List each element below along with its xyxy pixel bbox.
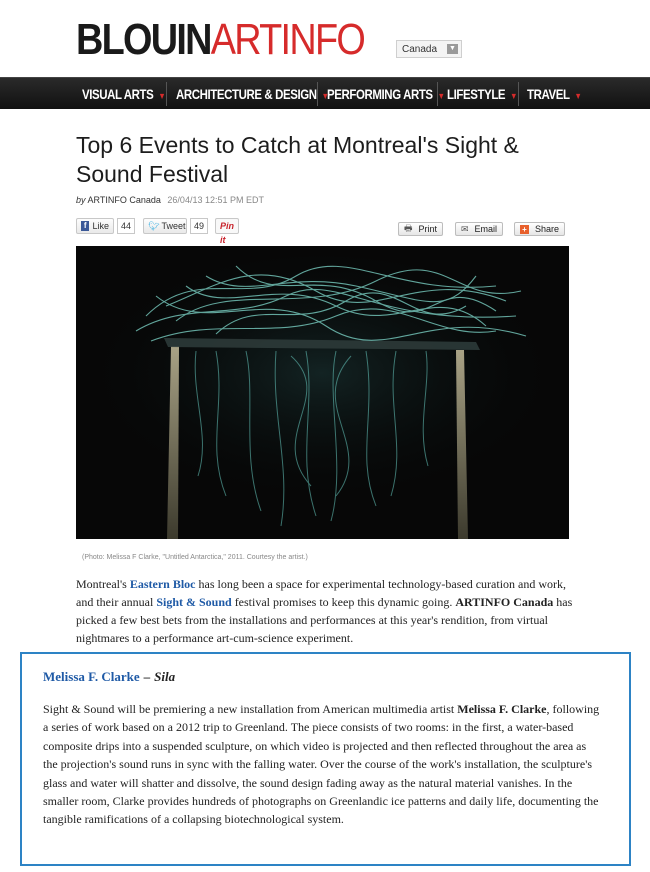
intro-text: festival promises to keep this dynamic going. [231,595,456,609]
intro-text: has picked a few best bets from the installations and performances at this year's rendition, from virtual nightmares to a performance art-cum-science experiment. [76,595,573,645]
region-select[interactable] [396,40,462,58]
article-byline [76,195,264,205]
envelope-icon: ✉︎ [461,223,469,234]
nav-item-label: LIFESTYLE [447,86,506,102]
share-label: Share [535,224,560,234]
facebook-like-button[interactable] [76,218,114,234]
like-count: 44 [117,218,135,234]
nav-item-label: ARCHITECTURE & DESIGN [176,86,317,102]
chevron-down-icon: ▼ [447,44,458,54]
tweet-label: Tweet [161,221,186,231]
plus-icon: + [520,225,529,234]
event-text: Sight & Sound will be premiering a new installation from American multimedia artist [43,702,458,716]
nav-item-lifestyle[interactable] [447,78,517,110]
nav-divider [317,82,318,106]
site-logo[interactable] [76,16,411,62]
caret-down-icon: ▼ [510,91,518,101]
nav-item-travel[interactable] [527,78,581,110]
heading-dash: – [143,669,151,684]
nav-item-visual-arts[interactable] [82,78,165,110]
share-button[interactable] [514,222,565,236]
intro-paragraph [76,575,576,647]
intro-bold-text: ARTINFO Canada [455,595,554,609]
caret-down-icon: ▼ [158,91,166,101]
tweet-button[interactable] [143,218,187,234]
print-label: Print [418,224,438,234]
nav-divider [166,82,167,106]
nav-divider [437,82,438,106]
byline-author[interactable]: ARTINFO Canada [87,195,161,205]
intro-text: has long been a space for experimental technology-based curation and work, and their annual [76,577,567,609]
pinterest-pin-button[interactable]: Pin it [215,218,239,234]
tweet-count: 49 [190,218,208,234]
email-label: Email [474,224,498,234]
nav-item-label: TRAVEL [527,86,570,102]
byline-date: 26/04/13 12:51 PM EDT [167,195,264,205]
event-heading [43,669,175,685]
event-section-box [20,652,631,866]
nav-item-architecture-design[interactable] [176,78,328,110]
facebook-icon: f [81,221,89,231]
event-artist-bold: Melissa F. Clarke [457,702,547,716]
eastern-bloc-link[interactable]: Eastern Bloc [129,577,196,591]
logo-blouin: BLOUIN [76,15,211,64]
caret-down-icon: ▼ [574,91,582,101]
logo-artinfo: ARTINFO [210,15,365,64]
image-caption: (Photo: Melissa F Clarke, "Untitled Antarctica," 2011. Courtesy the artist.) [82,554,308,561]
event-artist-link[interactable]: Melissa F. Clarke [43,669,140,684]
article-hero-image [76,246,569,539]
like-label: Like [92,221,109,231]
sculpture-artwork-illustration [76,246,569,539]
caret-down-icon: ▼ [321,91,329,101]
caret-down-icon: ▼ [437,91,445,101]
nav-item-performing-arts[interactable] [327,78,445,110]
main-nav [0,77,650,109]
nav-item-label: PERFORMING ARTS [327,86,433,102]
nav-divider [518,82,519,106]
article-title: Top 6 Events to Catch at Montreal's Sight & Sound Festival [76,132,519,187]
print-button[interactable] [398,222,443,236]
event-text: , following a series of work based on a 2012 trip to Greenland. The piece consists of two rooms: in the first, a water-based composite drips into a suspended sculpture, on which video is projected and then reflected throughout the area as the projection's sound runs in sync with the falling water. Over the course of the work's installation, the sculpture's glass and water will shatter and dissolve, the sound design fading away as the natural material vanishes. In the smaller room, Clarke provides hundreds of photographs on Greenlandic ice patterns and daily life, documenting the tangible ramifications of a collapsing biotechnological system. [43,702,600,827]
byline-prefix: by [76,195,86,205]
printer-icon: 🖶︎ [404,223,413,233]
nav-item-label: VISUAL ARTS [82,86,154,102]
intro-text: Montreal's [76,577,130,591]
region-select-value: Canada [402,43,438,55]
twitter-bird-icon: 🐦︎ [148,220,160,231]
event-work-title: Sila [154,669,176,684]
event-description [43,700,603,829]
sight-and-sound-link[interactable]: Sight & Sound [156,595,232,609]
email-button[interactable] [455,222,503,236]
